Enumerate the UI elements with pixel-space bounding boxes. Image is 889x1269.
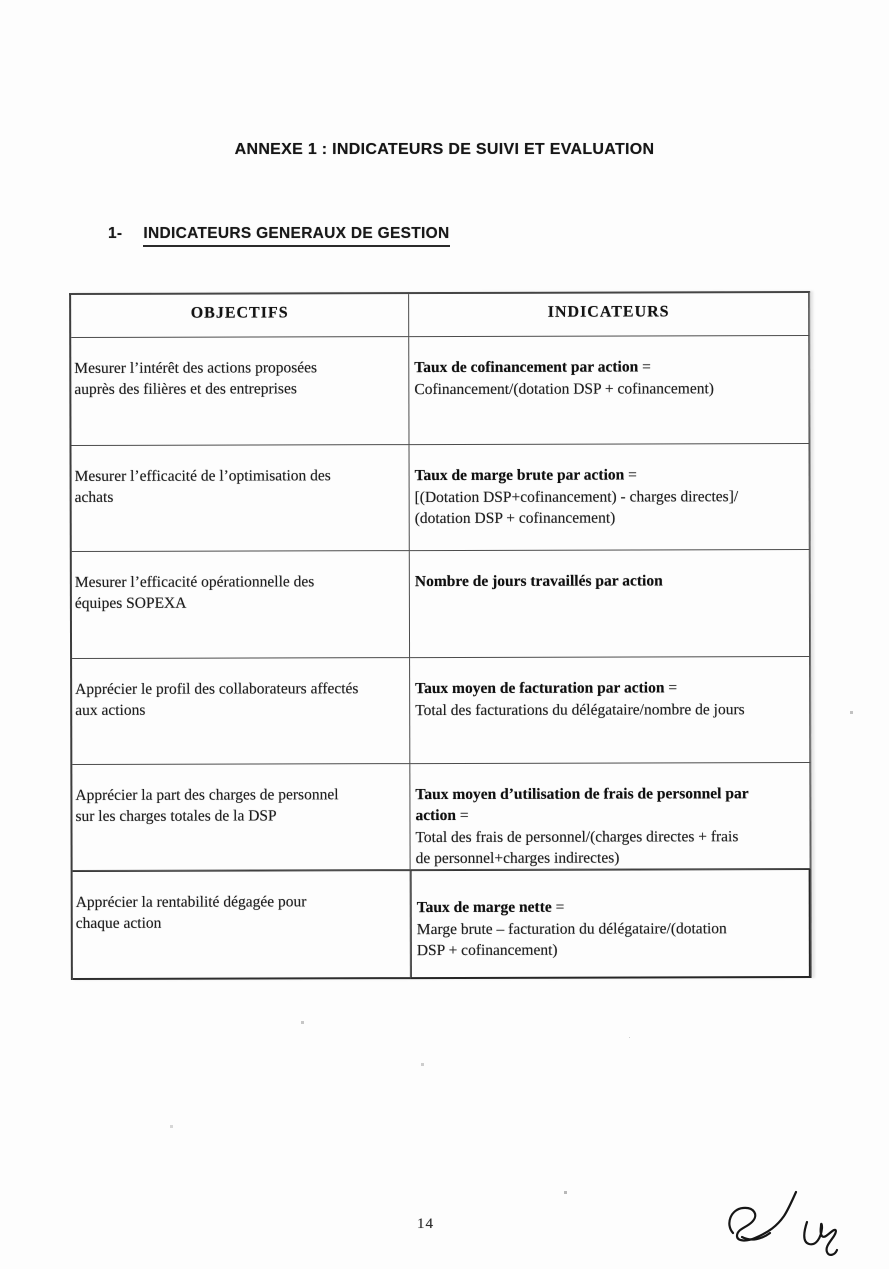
table-row — [72, 550, 810, 659]
indicateur-formula: Total des frais de personnel/(charges directes + frais de personnel+charges indirectes) — [415, 828, 739, 868]
indicateur-cell — [409, 336, 809, 445]
equals-sign: = — [664, 679, 678, 697]
indicateur-formula: [(Dotation DSP+cofinancement) - charges directes]/ (dotation DSP + cofinancement) — [414, 488, 739, 528]
indicateur-cell — [411, 869, 811, 979]
table-row — [71, 336, 809, 446]
objectif-text: Mesurer l’efficacité de l’optimisation des achats — [74, 467, 331, 507]
header-indicateurs: INDICATEURS — [409, 293, 809, 337]
objectif-text: Apprécier le profil des collaborateurs affectés aux actions — [75, 680, 359, 720]
indicateur-cell — [410, 550, 810, 658]
indicators-table — [69, 291, 812, 980]
header-objectifs: OBJECTIFS — [71, 294, 409, 338]
objectif-cell — [72, 658, 410, 765]
section-number: 1- — [108, 225, 123, 242]
document-title: ANNEXE 1 : INDICATEURS DE SUIVI ET EVALUATION — [234, 141, 655, 158]
indicateur-cell — [410, 444, 810, 551]
handwritten-signature-icon — [722, 1186, 889, 1266]
page-number: 14 — [417, 1216, 434, 1232]
indicateur-name: Taux moyen d’utilisation de frais de personnel par action — [415, 785, 749, 825]
indicateur-cell — [410, 763, 810, 870]
table-row — [72, 657, 810, 765]
indicateur-formula: Cofinancement/(dotation DSP + cofinancement) — [414, 380, 714, 399]
objectif-text: Mesurer l’intérêt des actions proposées auprès des filières et des entreprises — [74, 359, 318, 399]
objectif-cell — [71, 337, 409, 446]
indicateur-formula: Marge brute – facturation du délégataire/(dotation DSP + cofinancement) — [416, 920, 727, 960]
objectif-cell — [73, 870, 411, 980]
indicateur-name: Taux de marge nette — [416, 899, 552, 917]
equals-sign: = — [624, 466, 637, 484]
equals-sign: = — [551, 898, 565, 917]
section-title: INDICATEURS GENERAUX DE GESTION — [143, 225, 449, 247]
objectif-text: Apprécier la part des charges de personnel sur les charges totales de la DSP — [75, 786, 339, 826]
section-heading — [108, 225, 450, 247]
indicateur-name: Taux moyen de facturation par action — [415, 679, 665, 698]
indicateur-name: Taux de cofinancement par action — [414, 358, 639, 377]
equals-sign: = — [455, 807, 469, 825]
indicateur-formula — [415, 592, 805, 593]
objectif-text: Mesurer l’efficacité opérationnelle des équipes SOPEXA — [74, 573, 315, 613]
indicateur-cell — [410, 657, 810, 764]
equals-sign: = — [638, 358, 651, 376]
table-row — [73, 869, 811, 980]
table-header-row — [71, 293, 809, 338]
indicateur-name: Taux de marge brute par action — [414, 466, 625, 485]
objectif-cell — [72, 764, 410, 871]
indicateur-formula: Total des facturations du délégataire/nombre de jours — [415, 701, 745, 720]
indicateur-name: Nombre de jours travaillés par action — [414, 572, 663, 591]
objectif-cell — [72, 551, 410, 659]
objectif-text: Apprécier la rentabilité dégagée pour chaque action — [75, 893, 307, 933]
objectif-cell — [72, 445, 410, 552]
table-row — [72, 763, 810, 871]
table-row — [72, 444, 810, 552]
scan-noise-specks — [0, 0, 1, 1]
